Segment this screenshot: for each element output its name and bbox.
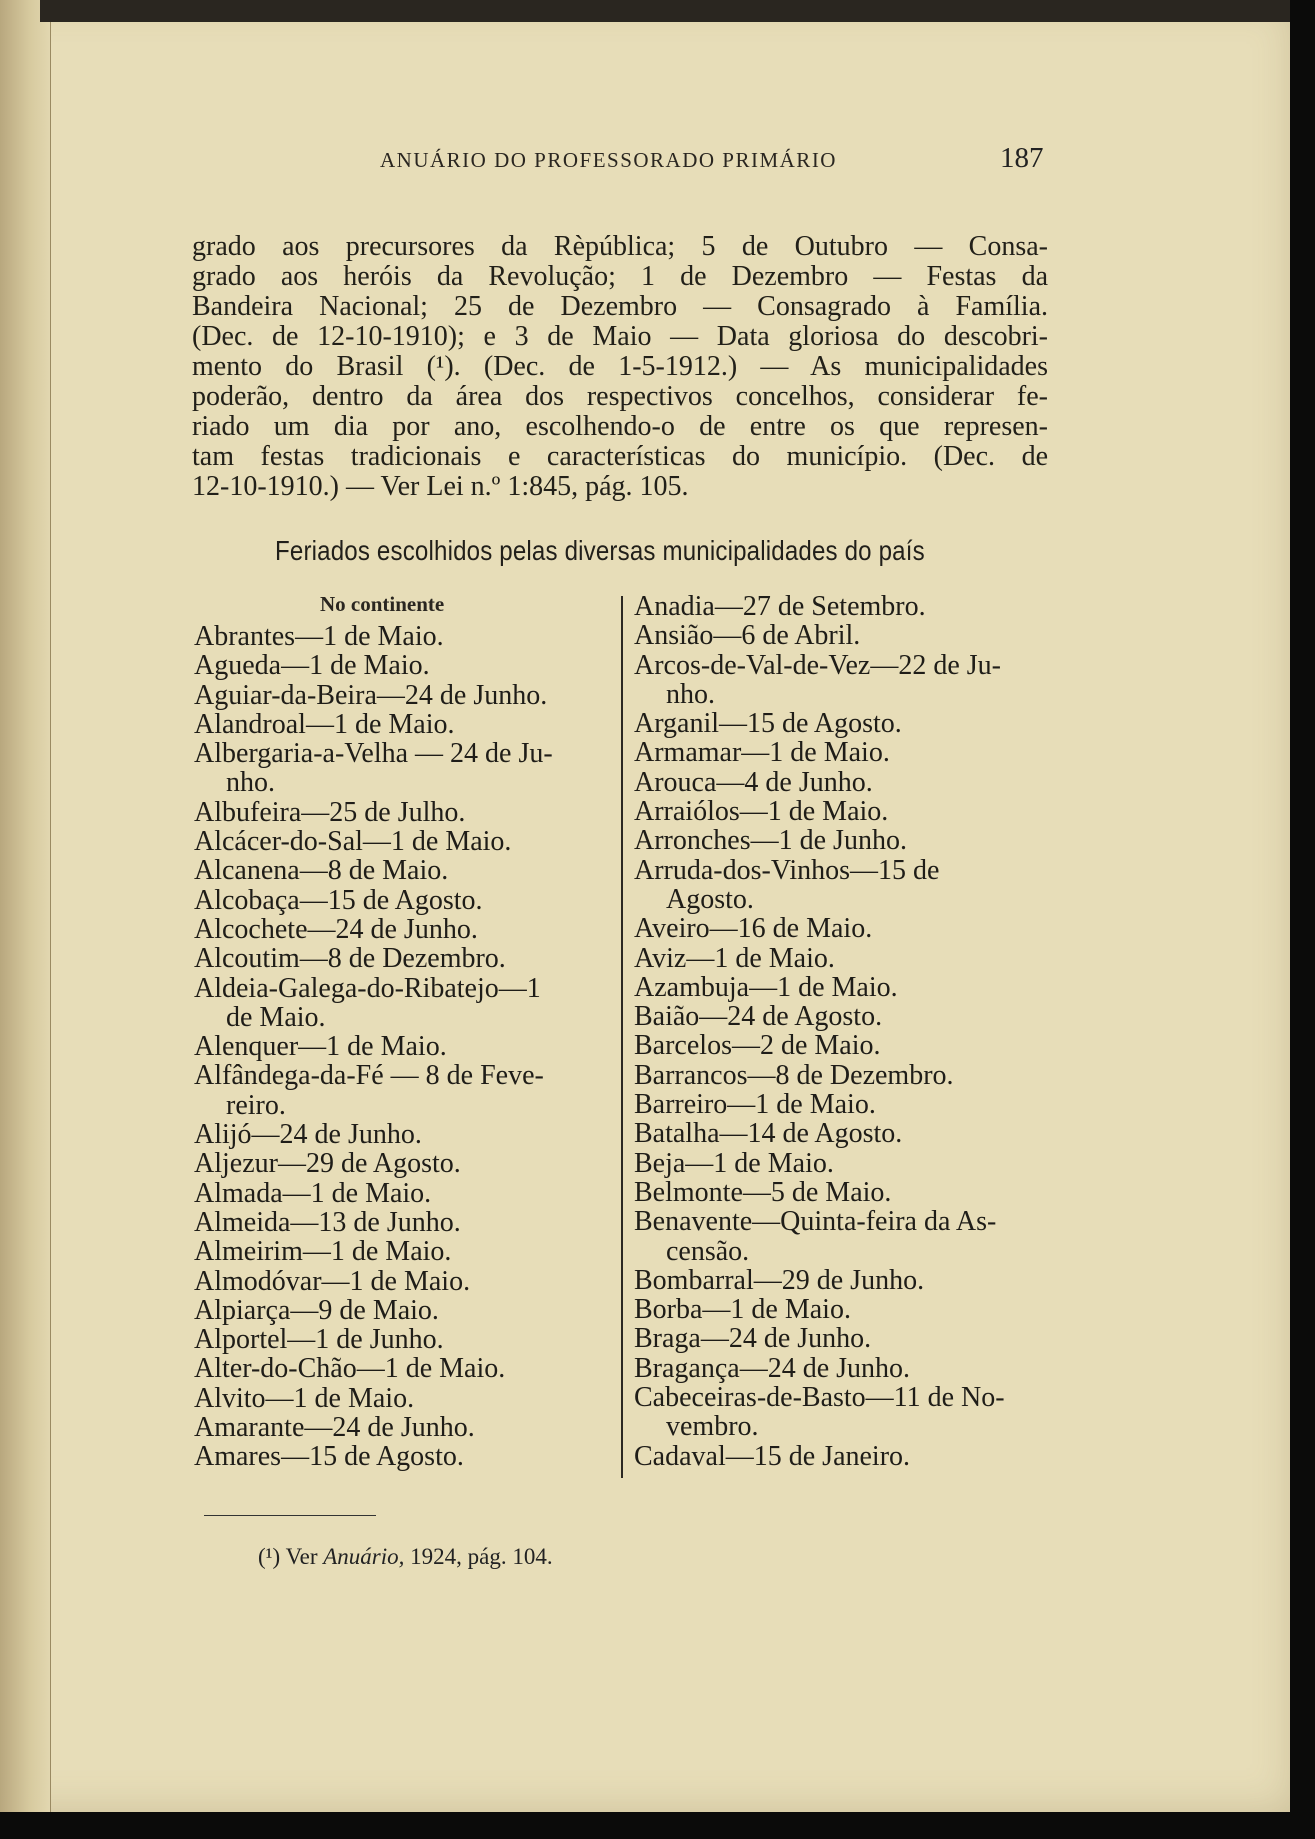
list-item: Alandroal—1 de Maio. <box>194 708 455 740</box>
list-item: Barreiro—1 de Maio. <box>634 1089 876 1121</box>
intro-line: grado aos heróis da Revolução; 1 de Dezembro — Festas da <box>192 261 1048 292</box>
list-item: Alportel—1 de Junho. <box>194 1324 444 1356</box>
list-item: Arruda-dos-Vinhos—15 de <box>634 854 940 886</box>
list-item: Braga—24 de Junho. <box>634 1323 872 1355</box>
running-head: ANUÁRIO DO PROFESSORADO PRIMÁRIO <box>380 148 837 172</box>
list-item: Aldeia-Galega-do-Ribatejo—1 <box>194 972 541 1004</box>
list-item: Amares—15 de Agosto. <box>194 1441 464 1473</box>
list-item: Alcanena—8 de Maio. <box>194 855 449 887</box>
list-item: Amarante—24 de Junho. <box>194 1412 475 1444</box>
book-spine <box>0 0 51 1812</box>
list-item-continuation: de Maio. <box>226 1001 326 1033</box>
left-column-list <box>194 622 606 1472</box>
footnote <box>258 1544 553 1570</box>
list-item-continuation: Agosto. <box>666 883 754 915</box>
list-item: Arcos-de-Val-de-Vez—22 de Ju- <box>634 649 1001 681</box>
list-item: Alvito—1 de Maio. <box>194 1382 415 1414</box>
list-item: Benavente—Quinta-feira da As- <box>634 1206 997 1238</box>
list-item-continuation: vembro. <box>666 1411 759 1443</box>
list-item: Azambuja—1 de Maio. <box>634 971 898 1003</box>
list-item-continuation: nho. <box>666 678 715 710</box>
footnote-work-title: Anuário, <box>323 1544 405 1569</box>
list-item: Almada—1 de Maio. <box>194 1177 432 1209</box>
list-item: Abrantes—1 de Maio. <box>194 621 444 652</box>
intro-line: mento do Brasil (¹). (Dec. de 1-5-1912.) — As municipalidades <box>192 351 1048 382</box>
footnote-post: 1924, pág. 104. <box>410 1544 553 1569</box>
list-item: Albergaria-a-Velha — 24 de Ju- <box>194 738 553 770</box>
list-item: Almodóvar—1 de Maio. <box>194 1265 471 1297</box>
intro-line: poderão, dentro da área dos respectivos concelhos, considerar fe- <box>192 381 1048 412</box>
list-item: Alpiarça—9 de Maio. <box>194 1294 439 1326</box>
list-item: Cabeceiras-de-Basto—11 de No- <box>634 1382 1005 1414</box>
list-item: Arganil—15 de Agosto. <box>634 708 902 740</box>
section-heading: Feriados escolhidos pelas diversas municipalidades do país <box>275 535 925 566</box>
right-column-list <box>634 592 1052 1471</box>
list-item: Alcácer-do-Sal—1 de Maio. <box>194 826 512 858</box>
scan-border-right <box>1290 0 1315 1839</box>
list-item: Bombarral—29 de Junho. <box>634 1264 925 1296</box>
list-item: Almeirim—1 de Maio. <box>194 1236 452 1268</box>
list-item: Alter-do-Chão—1 de Maio. <box>194 1353 506 1385</box>
list-item: Belmonte—5 de Maio. <box>634 1176 892 1208</box>
list-item: Alfândega-da-Fé — 8 de Feve- <box>194 1060 544 1092</box>
list-item: Alcoutim—8 de Dezembro. <box>194 943 506 975</box>
intro-line: riado um dia por ano, escolhendo-o de entre os que represen- <box>192 411 1048 442</box>
list-item: Albufeira—25 de Julho. <box>194 796 466 828</box>
list-item: Armamar—1 de Maio. <box>634 737 890 769</box>
scan-border-bottom <box>0 1812 1315 1839</box>
list-item-continuation: nho. <box>226 767 275 799</box>
list-item: Alenquer—1 de Maio. <box>194 1031 447 1063</box>
list-item: Alijó—24 de Junho. <box>194 1119 422 1151</box>
intro-line: tam festas tradicionais e características do município. (Dec. de <box>192 441 1048 472</box>
footnote-pre: Ver <box>285 1544 318 1569</box>
subheading-continent: No continente <box>320 592 445 616</box>
list-item: Arronches—1 de Junho. <box>634 825 907 857</box>
list-item: Arouca—4 de Junho. <box>634 766 873 798</box>
list-item: Alcobaça—15 de Agosto. <box>194 884 483 916</box>
footnote-rule <box>204 1515 376 1516</box>
list-item: Alcochete—24 de Junho. <box>194 913 478 945</box>
list-item: Almeida—13 de Junho. <box>194 1206 461 1238</box>
list-item: Ansião—6 de Abril. <box>634 620 861 652</box>
list-item: Barcelos—2 de Maio. <box>634 1030 881 1062</box>
list-item: Bragança—24 de Junho. <box>634 1352 911 1384</box>
list-item: Anadia—27 de Setembro. <box>634 591 926 622</box>
column-divider <box>621 596 623 1478</box>
list-item: Agueda—1 de Maio. <box>194 650 430 682</box>
list-item: Borba—1 de Maio. <box>634 1294 851 1326</box>
list-item-continuation: reiro. <box>226 1089 286 1121</box>
list-item: Barrancos—8 de Dezembro. <box>634 1059 954 1091</box>
page-number: 187 <box>1000 142 1044 174</box>
list-item-continuation: censão. <box>666 1235 750 1267</box>
list-item: Batalha—14 de Agosto. <box>634 1118 903 1150</box>
footnote-marker: (¹) <box>258 1544 281 1569</box>
intro-line: 12-10-1910.) — Ver Lei n.º 1:845, pág. 105. <box>192 471 689 502</box>
intro-line: (Dec. de 12-10-1910); e 3 de Maio — Data gloriosa do descobri- <box>192 321 1048 352</box>
intro-line: Bandeira Nacional; 25 de Dezembro — Consagrado à Família. <box>192 291 1048 322</box>
intro-line: grado aos precursores da Rèpública; 5 de Outubro — Consa- <box>192 231 1048 262</box>
page-top-edge <box>40 0 1294 22</box>
list-item: Cadaval—15 de Janeiro. <box>634 1440 911 1472</box>
list-item: Aveiro—16 de Maio. <box>634 913 873 945</box>
list-item: Baião—24 de Agosto. <box>634 1001 883 1033</box>
intro-paragraph <box>192 232 1048 502</box>
list-item: Beja—1 de Maio. <box>634 1147 834 1179</box>
list-item: Aguiar-da-Beira—24 de Junho. <box>194 679 548 711</box>
list-item: Aviz—1 de Maio. <box>634 942 835 974</box>
list-item: Arraiólos—1 de Maio. <box>634 796 889 828</box>
list-item: Aljezur—29 de Agosto. <box>194 1148 461 1180</box>
